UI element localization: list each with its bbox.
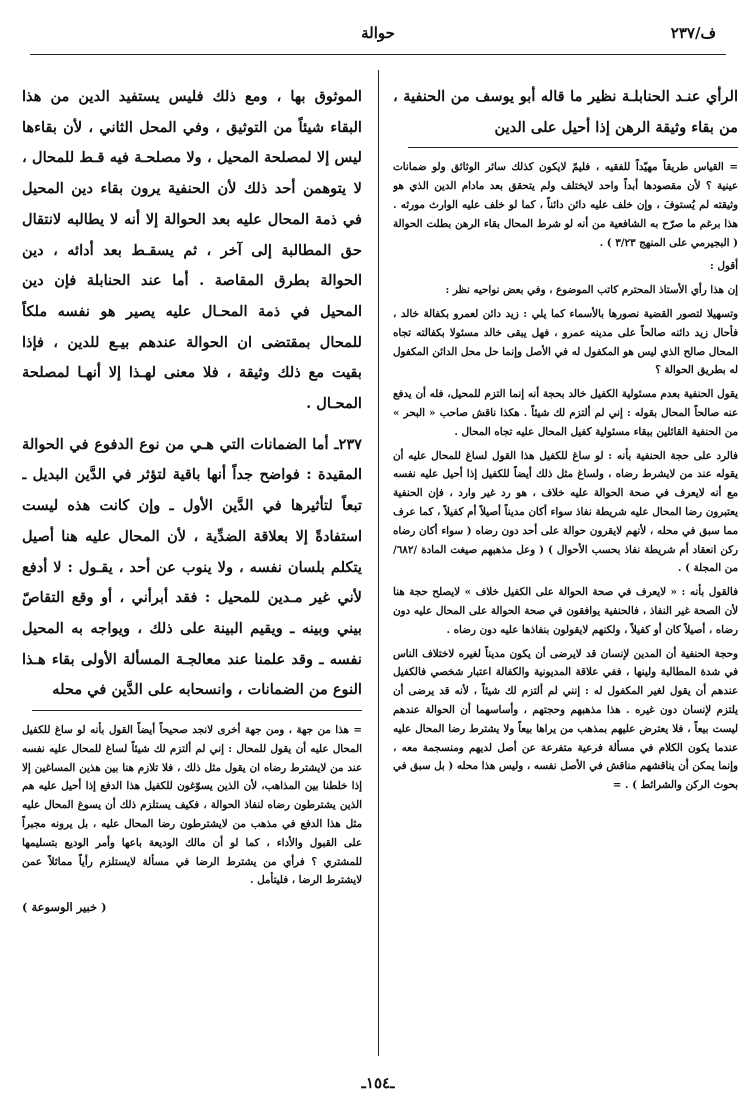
page-number: ـ١٥٤ـ [361, 1074, 395, 1092]
article-page-number: ف/٢٣٧ [670, 24, 716, 42]
footnote-paragraph: فالقول بأنه : « لايعرف في صحة الحوالة على الكفيل خلاف » لايصلح حجة هنا لأن الصحة غير النفاذ ، فالحنفية يوافقون في صحة الحوالة على المحال عليه دون رضاه ، أصيلاً كان أو كفيلاً ، ولكنهم لايقولون بنفاذها عليه دون رضاه . [393, 586, 738, 636]
footnote-paragraph: إن هذا رأي الأستاذ المحترم كاتب الموضوع ، وفي بعض نواحيه نظر : [445, 284, 738, 297]
footnote-paragraph: يقول الحنفية بعدم مسئولية الكفيل خالد بحجة أنه إنما التزم للمحيل، فله أن يدفع عنه صالحاً المحال بقوله : إني لم ألتزم لك شيئاً . هكذا ناقش صاحب « البحر » من الحنفية القائلين ببقاء مسئولية كفيل المحال عليه تجاه المحال . [393, 388, 738, 438]
left-footnote [22, 721, 362, 917]
running-header-title: حوالة [361, 24, 395, 42]
footnote-separator [408, 147, 738, 148]
left-column [22, 82, 362, 1056]
footnote-paragraph: فالرد على حجة الحنفية بأنه : لو ساغ للكفيل هذا القول لساغ للمحال عليه أن يقوله عند من لايشرط رضاه ، ولساغ مثل ذلك أيضاً للكفيل إذا أحيل عليه نفسه مع أنه لايعرف في صحة الحوالة عليه خلاف ، هو رد غير وارد ، فإن الحنفية يعتبرون رضا المحال عليه شريطة نفاذ سواء أكان مديناً أصيلاً أم كفيلاً ، كما عرف مما سبق في محله ، لأنهم لايقرون حوالة على أحد دون رضاه ( سواء أكان رضاه ركن انعقاد أم شريطة نفاذ بحسب الأحوال ) ( وعل مذهبهم صيغت المادة /٦٨٢/ من المجلة ) . [393, 449, 738, 575]
right-column [393, 82, 738, 1056]
footnote-paragraph: = هذا من جهة ، ومن جهة أخرى لانجد صحيحاً أيضاً القول بأنه لو ساغ للكفيل المحال عليه أن يقول للمحال : إني لم ألتزم لك شيئاً لساغ للمحال عليه نفسه عند من لايشترط رضاه ان يقول مثل ذلك ، فلا تلازم هنا بين هذين المساغين إلا إذا خلطنا بين المذاهب، لأن الذين يسوّغون للكفيل هذا الدفع إذا أحيل عليه هم الذين يشترطون رضاه لنفاذ الحوالة ، فكيف يستلزم ذلك أن يسوغ المحال عليه مثل هذا الدفع في مذهب من لايشترطون رضا المحال عليه ، بل يرونه مجبراً على القبول والأداء ، كما لو أن مالك الوديعة باعها وأمر الوديع بتسليمها للمشتري ؟ فرأي من يشترط الرضا في مسألة لايستلزم رأياً مماثلاً عمن لايشترط الرضا ، فليتأمل . [22, 724, 362, 887]
section-237-paragraph: ٢٣٧ـ أما الضمانات التي هـي من نوع الدفوع في الحوالة المقيدة : فواضح جداً أنها باقية لتؤثر في الدَّين البديل ـ تبعاً لتأثيرها في الدَّين الأول ـ وإن كانت هذه ليست استفادةً إلا بعلاقة الضدِّية ، لأن المحال عليه هنا أصيل يتكلم بلسان نفسه ، ولا ينوب عن أحد ، يقـول : لا أدفع لأني غير مـدين للمحيل : فقد أبرأني ، أو وقع التقاصّ بيني وبينه ـ ويقيم البينة على ذلك ، ويواجه به المحيل نفسه ـ وقد علمنا عند معالجـة المسألة الأولى بقاء هـذا النوع من الضمانات ، وانسحابه على الدَّين في محله [22, 435, 362, 699]
left-main-paragraph: الموثوق بها ، ومع ذلك فليس يستفيد الدين من هذا البقاء شيئاً من التوثيق ، وفي المحل الثاني ، لأن بقاءها ليس إلا لمصلحة المحيل ، ولا مصلحـة فيه قـط للمحال ، لا يتوهمن أحد ذلك لأن الحنفية يرون بقاء دين المحيل في ذمة المحال عليه بعد الحوالة إلا أنه لا يطالبه لانتقال حق المطالبة إلى آخر ، ثم يسقـط بعد أدائه ، دين الحوالة بطرق المقاصة . أما عند الحنابلة فإن دين المحيل في ذمة المحـال عليه يصير هو نفسه ملكاً للمحال بمقتضى ان الحوالة عندهم بيـع للدين ، فإذا بقيت مع ذلك وثيقة ، فلا معنى لهـذا إلا أنهـا لمصلحة المحـال . [22, 88, 362, 413]
right-main-paragraph: الرأي عنـد الحنابلـة نظير ما قاله أبو يوسف من الحنفية ، من بقاء وثيقة الرهن إذا أحيل على الدين [393, 88, 738, 136]
right-footnotes [393, 158, 738, 795]
footnote-paragraph: = القياس طريقاً مهيّداً للفقيه ، فليمّ لايكون كذلك سائر الوثائق ولو ضمانات عينية ؟ لأن مقصودها أبداً واحد لايختلف ولم يتحقق بعد مادام الدين الذي هو وثيقته لم يُستوفَ ، وإن خلف عليه دائن دائناً ، كما لو خلف عليه الوارث مورثه . هذا برغم ما صرّح به الشافعية من أنه لو شرط المحال بقاء الرهن بطلت الحوالة ( البجيرمي على المنهج ٣/٢٣ ) . [393, 161, 738, 249]
footnote-signature: ( خبير الوسوعة ) [22, 900, 107, 915]
right-main-text [393, 82, 738, 143]
running-header [30, 18, 726, 58]
header-rule [30, 54, 726, 55]
footnote-paragraph: وحجة الحنفية أن المدين لإنسان قد لايرضى أن يكون مديناً لغيره لاختلاف الناس في شدة المطالبة ولينها ، ففي علاقة المديونية والكفالة اعتبار شخصي فالكفيل عندهم أن يقول لغير المكفول له : إنني لم ألتزم لك شيئاً ، لأنه قد يرضى أن يلتزم لإنسان دون غيره . هذا مذهبهم وحجتهم ، وأساسهما أن الحوالة عندهم ليست بيعاً ، فلا يعترض عليهم بمذهب من يراها بيعاً ولا يشترط رضا المحال عليه عندما يكون الكلام في مسألة فرعية متفرعة عن أصل لديهم ومنسجمة معه ، وإنما يمكن أن يناقشهم مناقش في الأصل نفسه ، وليس هذا محله ( بل سبق في بحوث الركن والشرائط ) . = [393, 647, 738, 792]
footnote-separator [32, 710, 362, 711]
column-divider [378, 70, 379, 1056]
left-main-text [22, 82, 362, 706]
footnote-paragraph: وتسهيلا لتصور القضية نصورها بالأسماء كما يلي : زيد دائن لعمرو بكفالة خالد ، فأحال زيد دائنه صالحاً على مدينه عمرو ، فهل يبقى خالد مسئولا بكفالته تجاه المحال صالح الذي ليس هو المكفول له في الأصل وإنما حل محل الدائن المكفول له بطريق الحوالة ؟ [393, 307, 738, 377]
footnote-heading: أقول : [710, 260, 738, 273]
